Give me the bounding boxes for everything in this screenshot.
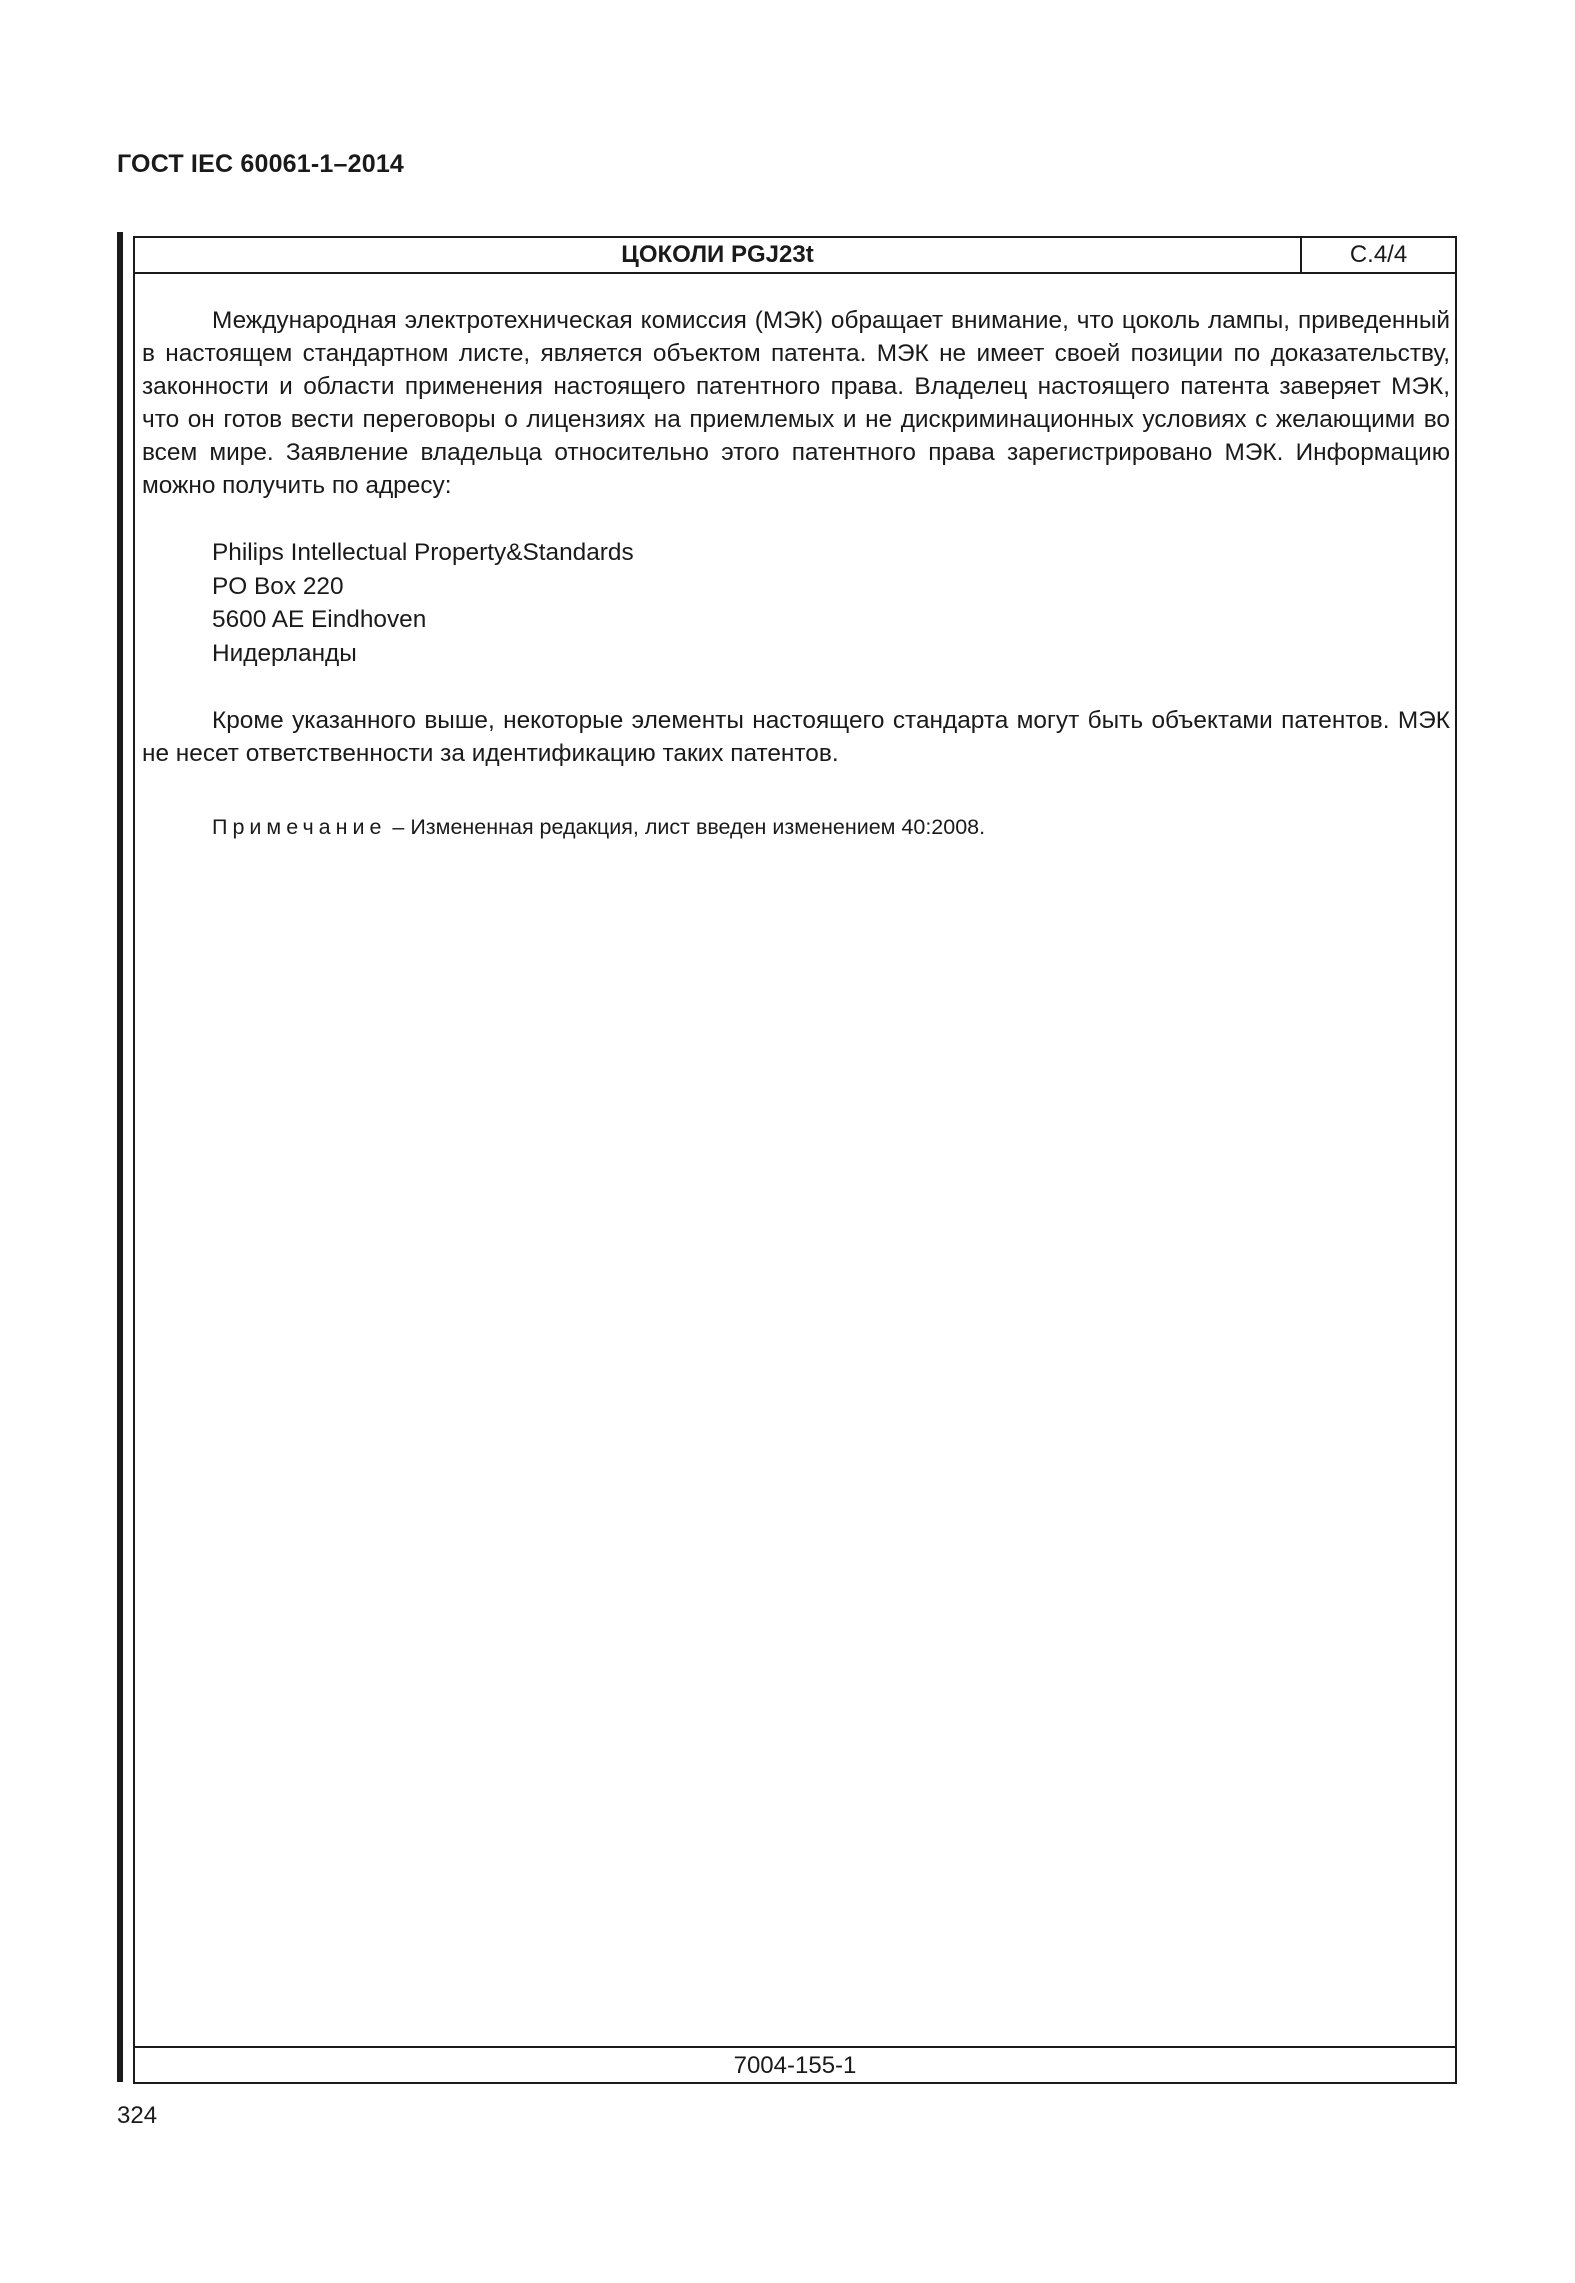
address-line: Нидерланды <box>212 639 357 667</box>
patent-holder-address <box>212 536 1450 670</box>
patent-notice-paragraph: Международная электротехническая комиссия (МЭК) обращает внимание, что цоколь лампы, приведенный в настоящем стандартном листе, является объектом патента. МЭК не имеет своей позиции по доказательству, законности и области применения настоящего патентного права. Владелец настоящего патента заверяет МЭК, что он готов вести переговоры о лицензиях на приемлемых и не дискриминационных условиях с желающими во всем мире. Заявление владельца относительно этого патентного права зарегистрировано МЭК. Информацию можно получить по адресу: <box>142 307 1450 499</box>
address-line: 5600 AE Eindhoven <box>212 606 427 633</box>
note-text: – Измененная редакция, лист введен изменением 40:2008. <box>386 815 986 839</box>
sheet-number: С.4/4 <box>1300 238 1455 272</box>
note <box>212 812 1450 842</box>
sheet-footer-code: 7004-155-1 <box>135 2046 1455 2082</box>
address-line: Philips Intellectual Property&Standards <box>212 539 634 566</box>
patent-disclaimer-paragraph: Кроме указанного выше, некоторые элементы настоящего стандарта могут быть объектами патентов. МЭК не несет ответственности за идентификацию таких патентов. <box>142 707 1450 767</box>
sheet-title: ЦОКОЛИ PGJ23t <box>621 241 814 268</box>
change-bar <box>117 232 123 2082</box>
note-label: Примечание <box>212 815 387 839</box>
sheet-title-row <box>135 238 1455 274</box>
standard-sheet-frame <box>133 236 1457 2084</box>
sheet-content <box>142 304 1450 842</box>
page-number: 324 <box>117 2102 158 2129</box>
address-line: PO Box 220 <box>212 572 344 600</box>
standard-code: ГОСТ IEC 60061-1–2014 <box>117 150 405 178</box>
